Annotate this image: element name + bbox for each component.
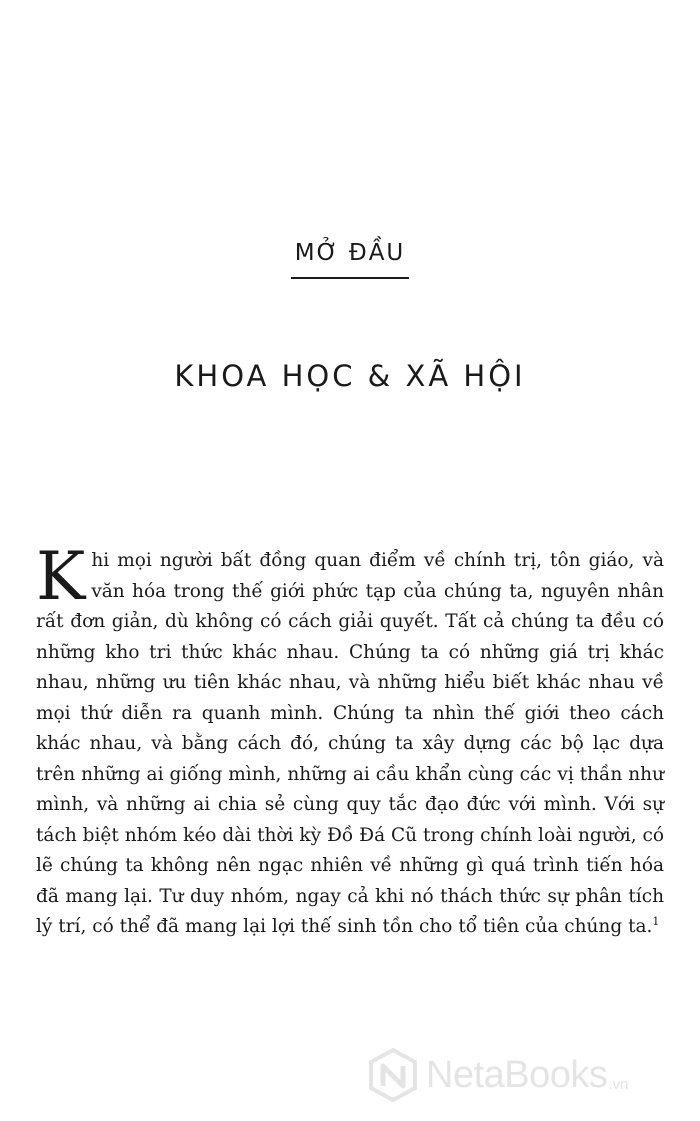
watermark — [366, 1048, 628, 1102]
body-paragraph — [36, 538, 664, 943]
chapter-title: KHOA HỌC & XÃ HỘI — [174, 359, 526, 394]
watermark-suffix: .vn — [608, 1076, 629, 1093]
watermark-brand: NetaBooks — [426, 1053, 608, 1096]
chapter-label-text: MỞ ĐẦU — [291, 240, 410, 279]
chapter-label — [0, 240, 700, 279]
n-logo-icon — [366, 1048, 420, 1102]
drop-cap: K — [36, 538, 86, 615]
footnote-marker[interactable]: 1 — [652, 914, 660, 928]
body-text: hi mọi người bất đồng quan điểm về chính trị, tôn giáo, và văn hóa trong thế giới phức tạp của chúng ta, nguyên nhân rất đơn giản, dù không có cách giải quyết. Tất cả chúng ta đều có những kho tri thức khác nhau. Chúng ta có những giá trị khác nhau, những ưu tiên khác nhau, và những hiểu biết khác nhau về mọi thứ diễn ra quanh mình. Chúng ta nhìn thế giới theo cách khác nhau, và bằng cách đó, chúng ta xây dựng các bộ lạc dựa trên những ai giống mình, những ai cầu khẩn cùng các vị thần như mình, và những ai chia sẻ cùng quy tắc đạo đức với mình. Với sự tách biệt nhóm kéo dài thời kỳ Đồ Đá Cũ trong chính loài người, có lẽ chúng ta không nên ngạc nhiên về những gì quá trình tiến hóa đã mang lại. Tư duy nhóm, ngay cả khi nó thách thức sự phân tích lý trí, có thể đã mang lại lợi thế sinh tồn cho tổ tiên của chúng ta. — [36, 550, 664, 937]
